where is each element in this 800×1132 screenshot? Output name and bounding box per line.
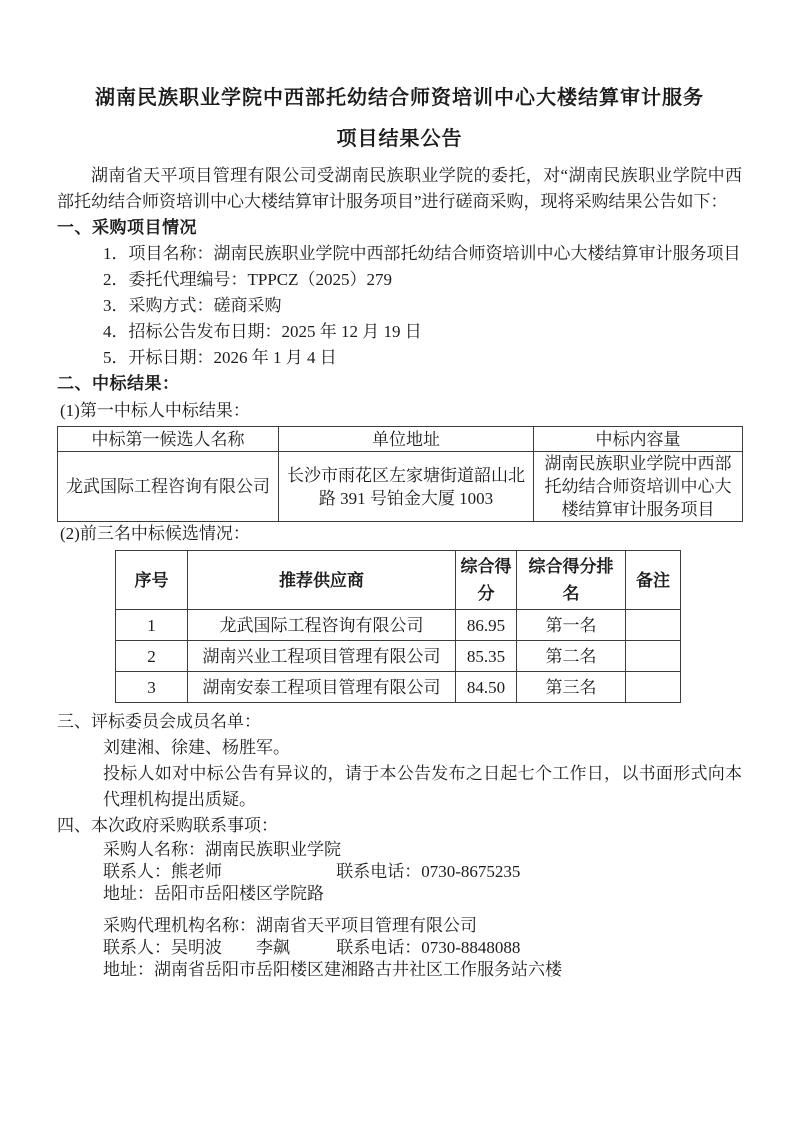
purchaser-contact-person: 联系人：熊老师	[103, 862, 222, 881]
header-note: 备注	[626, 551, 681, 610]
agency-contact-row	[103, 937, 742, 959]
table-row	[116, 610, 681, 641]
section1-item-3: 3．采购方式：磋商采购	[103, 296, 282, 315]
cell-seq: 2	[116, 641, 188, 672]
section3-heading: 三、评标委员会成员名单：	[57, 712, 261, 731]
section2-heading: 二、中标结果：	[57, 374, 180, 393]
cell-rank: 第三名	[517, 672, 626, 703]
cell-candidate-name: 龙武国际工程咨询有限公司	[58, 452, 279, 522]
cell-note	[626, 641, 681, 672]
agency-name: 采购代理机构名称：湖南省天平项目管理有限公司	[103, 916, 477, 935]
cell-unit-address: 长沙市雨花区左家塘街道韶山北路 391 号铂金大厦 1003	[279, 452, 534, 522]
section2-sublabel-2: (2)前三名中标候选情况：	[60, 524, 250, 543]
first-winner-table	[57, 426, 743, 522]
agency-address: 地址：湖南省岳阳市岳阳楼区建湘路古井社区工作服务站六楼	[103, 960, 562, 979]
section1-item-5: 5．开标日期：2026 年 1 月 4 日	[103, 348, 337, 367]
top-three-candidates-table	[115, 550, 681, 703]
page-title-line2: 项目结果公告	[336, 128, 463, 150]
cell-score: 84.50	[456, 672, 517, 703]
purchaser-block	[57, 839, 742, 905]
cell-vendor: 龙武国际工程咨询有限公司	[188, 610, 456, 641]
purchaser-name: 采购人名称：湖南民族职业学院	[103, 840, 341, 859]
table-row	[58, 452, 743, 522]
cell-score: 85.35	[456, 641, 517, 672]
section2-sublabel-1: (1)第一中标人中标结果：	[60, 401, 250, 420]
cell-seq: 3	[116, 672, 188, 703]
objection-note: 投标人如对中标公告有异议的，请于本公告发布之日起七个工作日，以书面形式向本代理机构提出质疑。	[103, 764, 742, 809]
header-rank: 综合得分排名	[517, 551, 626, 610]
intro-paragraph: 湖南省天平项目管理有限公司受湖南民族职业学院的委托，对“湖南民族职业学院中西部托幼结合师资培训中心大楼结算审计服务项目”进行磋商采购，现将采购结果公告如下：	[57, 166, 742, 211]
table-row	[116, 641, 681, 672]
cell-award-content: 湖南民族职业学院中西部托幼结合师资培训中心大楼结算审计服务项目	[534, 452, 743, 522]
section1-item-2: 2．委托代理编号：TPPCZ（2025）279	[103, 270, 393, 289]
cell-note	[626, 610, 681, 641]
cell-rank: 第二名	[517, 641, 626, 672]
cell-vendor: 湖南兴业工程项目管理有限公司	[188, 641, 456, 672]
cell-vendor: 湖南安泰工程项目管理有限公司	[188, 672, 456, 703]
purchaser-contact-row	[103, 861, 742, 883]
cell-seq: 1	[116, 610, 188, 641]
table-row	[116, 672, 681, 703]
section1-heading: 一、采购项目情况	[57, 218, 197, 237]
agency-contact-person: 联系人：吴明波 李飙	[103, 938, 290, 957]
agency-block	[57, 915, 742, 981]
header-score: 综合得分	[456, 551, 517, 610]
table-header-row	[116, 551, 681, 610]
purchaser-phone: 联系电话：0730-8675235	[336, 862, 521, 881]
cell-score: 86.95	[456, 610, 517, 641]
header-seq: 序号	[116, 551, 188, 610]
header-unit-address: 单位地址	[279, 427, 534, 452]
cell-note	[626, 672, 681, 703]
committee-members: 刘建湘、徐建、杨胜军。	[103, 738, 290, 757]
cell-rank: 第一名	[517, 610, 626, 641]
header-candidate-name: 中标第一候选人名称	[58, 427, 279, 452]
section4-heading: 四、本次政府采购联系事项：	[57, 816, 278, 835]
agency-phone: 联系电话：0730-8848088	[336, 938, 521, 957]
page-title-line1: 湖南民族职业学院中西部托幼结合师资培训中心大楼结算审计服务	[95, 87, 704, 109]
section1-item-1: 1．项目名称：湖南民族职业学院中西部托幼结合师资培训中心大楼结算审计服务项目	[103, 244, 741, 263]
header-award-content: 中标内容量	[534, 427, 743, 452]
section1-item-4: 4．招标公告发布日期：2025 年 12 月 19 日	[103, 322, 422, 341]
table-header-row	[58, 427, 743, 452]
header-vendor: 推荐供应商	[188, 551, 456, 610]
purchaser-address: 地址：岳阳市岳阳楼区学院路	[103, 884, 324, 903]
